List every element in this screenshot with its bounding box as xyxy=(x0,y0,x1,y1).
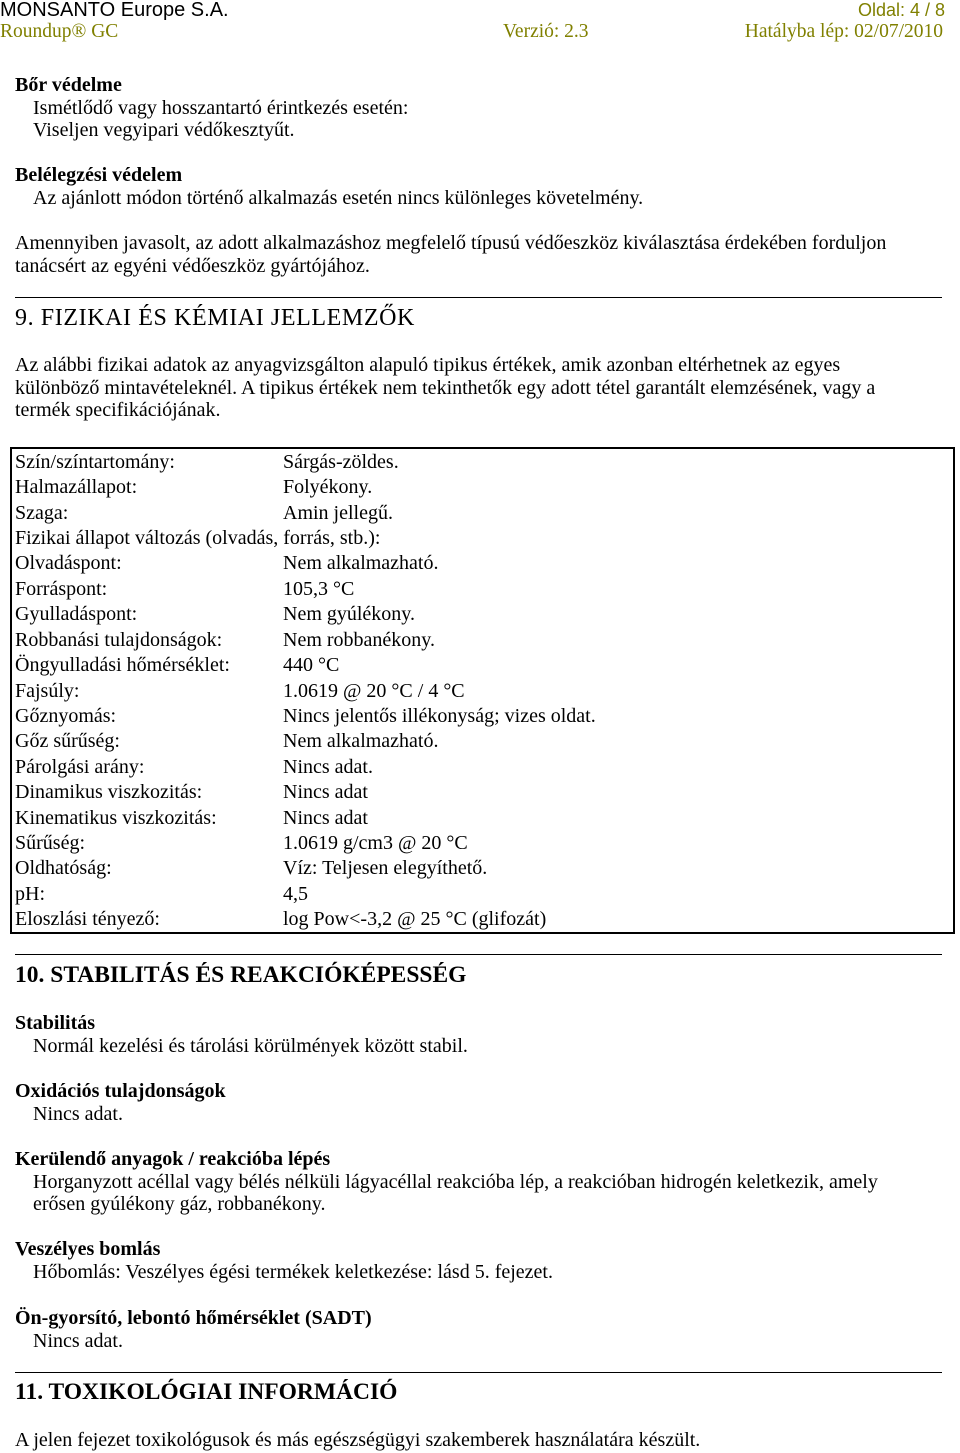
product-name: Roundup® GC xyxy=(0,21,119,42)
skin-protection-heading: Bőr védelme xyxy=(15,74,122,96)
property-label: Sűrűség: xyxy=(15,832,85,855)
section-9-intro-line: Az alábbi fizikai adatok az anyagvizsgálton alapuló tipikus értékek, amik azonban eltérhetnek az egyes xyxy=(15,354,841,376)
sadt-text: Nincs adat. xyxy=(33,1329,123,1352)
respiratory-protection-block xyxy=(15,164,643,209)
property-label: pH: xyxy=(15,882,45,905)
property-row xyxy=(12,500,953,525)
property-label: Gyulladáspont: xyxy=(15,603,138,626)
skin-protection-text: Ismétlődő vagy hosszantartó érintkezés esetén: xyxy=(33,96,409,119)
property-value: Folyékony. xyxy=(283,476,373,499)
property-label: Dinamikus viszkozitás: xyxy=(15,781,203,804)
property-value: Víz: Teljesen elegyíthető. xyxy=(283,857,488,880)
property-row xyxy=(12,907,953,932)
property-value: Nincs adat. xyxy=(283,755,373,778)
ppe-advice-paragraph xyxy=(15,232,886,277)
section-11-intro xyxy=(15,1429,700,1452)
property-label: Párolgási arány: xyxy=(15,755,145,778)
effective-date: Hatályba lép: 02/07/2010 xyxy=(744,21,943,42)
incompatible-materials-block xyxy=(15,1148,878,1216)
property-value: 1.0619 @ 20 °C / 4 °C xyxy=(283,679,465,702)
property-label: Gőz sűrűség: xyxy=(15,730,120,753)
skin-protection-block xyxy=(15,74,408,142)
physical-properties-table xyxy=(10,447,955,934)
property-label: Olvadáspont: xyxy=(15,552,122,575)
property-row xyxy=(12,652,953,677)
property-row xyxy=(12,576,953,601)
property-label: Eloszlási tényező: xyxy=(15,908,160,931)
document-version: Verzió: 2.3 xyxy=(503,21,589,42)
property-value: 440 °C xyxy=(283,654,340,677)
property-value: Nem alkalmazható. xyxy=(283,552,439,575)
stability-heading: Stabilitás xyxy=(15,1012,96,1034)
property-row xyxy=(12,754,953,779)
section-9-intro xyxy=(15,354,875,422)
property-value: Amin jellegű. xyxy=(283,501,393,524)
property-row xyxy=(12,779,953,804)
property-label: Gőznyomás: xyxy=(15,704,117,727)
hazardous-decomposition-block xyxy=(15,1238,553,1283)
section-divider xyxy=(15,1372,942,1373)
section-10-title: 10. STABILITÁS ÉS REAKCIÓKÉPESSÉG xyxy=(15,962,467,988)
property-row xyxy=(12,678,953,703)
property-row xyxy=(12,474,953,499)
property-row xyxy=(12,881,953,906)
property-value: 4,5 xyxy=(283,882,308,905)
property-label: Kinematikus viszkozitás: xyxy=(15,806,217,829)
incompatible-materials-text: Horganyzott acéllal vagy bélés nélküli lágyacéllal reakcióba lép, a reakcióban hidrogén keletkezik, amely xyxy=(33,1170,878,1193)
property-group-label: Fizikai állapot változás (olvadás, forrás, stb.): xyxy=(15,526,381,549)
property-row xyxy=(12,805,953,830)
section-9-intro-line: különböző mintavételeknél. A tipikus értékek nem tekinthetők egy adott tétel garantált elemzésének, vagy a xyxy=(15,376,876,399)
sadt-heading: Ön-gyorsító, lebontó hőmérséklet (SADT) xyxy=(15,1307,372,1329)
property-row xyxy=(12,602,953,627)
property-value: Sárgás-zöldes. xyxy=(283,450,399,473)
property-value: 105,3 °C xyxy=(283,577,355,600)
respiratory-protection-text: Az ajánlott módon történő alkalmazás esetén nincs különleges követelmény. xyxy=(33,186,644,209)
stability-block xyxy=(15,1012,468,1057)
section-9-title: 9. FIZIKAI ÉS KÉMIAI JELLEMZŐK xyxy=(15,305,415,331)
property-row xyxy=(12,856,953,881)
oxidizing-properties-heading: Oxidációs tulajdonságok xyxy=(15,1080,226,1102)
property-label: Oldhatóság: xyxy=(15,857,112,880)
skin-protection-text: Viseljen vegyipari védőkesztyűt. xyxy=(33,119,295,141)
property-row xyxy=(12,830,953,855)
property-value: Nem alkalmazható. xyxy=(283,730,439,753)
section-divider xyxy=(15,297,942,298)
property-label: Fajsúly: xyxy=(15,679,80,702)
property-group-row xyxy=(12,525,953,550)
oxidizing-properties-text: Nincs adat. xyxy=(33,1102,123,1125)
section-9-intro-line: termék specifikációjának. xyxy=(15,399,221,421)
section-divider xyxy=(15,954,942,955)
sadt-block xyxy=(15,1307,372,1352)
property-value: Nem gyúlékony. xyxy=(283,603,416,626)
property-label: Halmazállapot: xyxy=(15,476,138,499)
hazardous-decomposition-heading: Veszélyes bomlás xyxy=(15,1238,161,1260)
incompatible-materials-heading: Kerülendő anyagok / reakcióba lépés xyxy=(15,1148,331,1170)
section-11-intro-line: A jelen fejezet toxikológusok és más egészségügyi szakemberek használatára készült. xyxy=(15,1429,701,1451)
property-value: Nincs jelentős illékonyság; vizes oldat. xyxy=(283,704,596,727)
property-row xyxy=(12,551,953,576)
property-label: Forráspont: xyxy=(15,577,108,600)
incompatible-materials-text: erősen gyúlékony gáz, robbanékony. xyxy=(33,1193,326,1215)
ppe-advice-line: tanácsért az egyéni védőeszköz gyártójához. xyxy=(15,254,370,277)
property-row xyxy=(12,627,953,652)
property-row xyxy=(12,449,953,474)
stability-text: Normál kezelési és tárolási körülmények között stabil. xyxy=(33,1034,468,1057)
oxidizing-properties-block xyxy=(15,1080,226,1125)
property-value: Nincs adat xyxy=(283,806,368,829)
company-name: MONSANTO Europe S.A. xyxy=(0,0,229,21)
property-row xyxy=(12,729,953,754)
property-label: Szaga: xyxy=(15,501,69,524)
property-value: 1.0619 g/cm3 @ 20 °C xyxy=(283,832,468,855)
property-value: log Pow<-3,2 @ 25 °C (glifozát) xyxy=(283,908,547,931)
page-number: Oldal: 4 / 8 xyxy=(857,0,945,20)
property-value: Nincs adat xyxy=(283,781,368,804)
hazardous-decomposition-text: Hőbomlás: Veszélyes égési termékek keletkezése: lásd 5. fejezet. xyxy=(33,1260,553,1283)
property-label: Szín/színtartomány: xyxy=(15,450,175,473)
property-label: Robbanási tulajdonságok: xyxy=(15,628,223,651)
property-row xyxy=(12,703,953,728)
respiratory-protection-heading: Belélegzési védelem xyxy=(15,164,183,186)
property-label: Öngyulladási hőmérséklet: xyxy=(15,654,230,677)
ppe-advice-line: Amennyiben javasolt, az adott alkalmazáshoz megfelelő típusú védőeszköz kiválasztása érdekében forduljon xyxy=(15,232,887,254)
property-value: Nem robbanékony. xyxy=(283,628,435,651)
section-11-title: 11. TOXIKOLÓGIAI INFORMÁCIÓ xyxy=(15,1379,398,1405)
